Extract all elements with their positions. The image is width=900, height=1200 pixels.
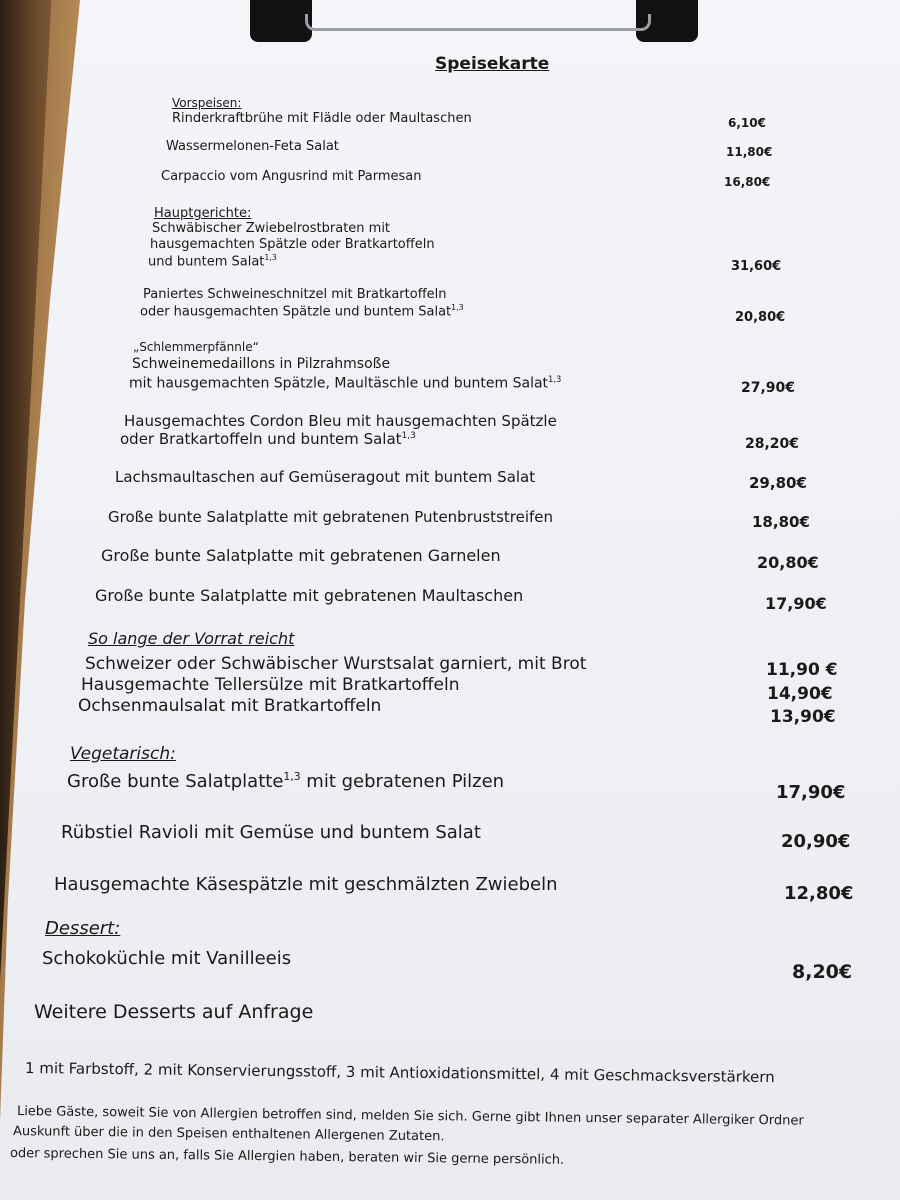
clip-left-end — [250, 0, 312, 42]
item-cordon-line2: oder Bratkartoffeln und buntem Salat$^{1,3}$ — [120, 430, 416, 448]
price-ravioli: 20,90€ — [781, 831, 851, 852]
price-wurstsalat: 11,90 € — [766, 660, 838, 680]
clipboard-clip — [250, 0, 700, 44]
price-schoko: 8,20€ — [792, 961, 853, 983]
item-ravioli: Rübstiel Ravioli mit Gemüse und buntem Salat — [61, 822, 481, 843]
price-pute: 18,80€ — [752, 513, 810, 531]
item-rostbraten-line3: und buntem Salat$^{1,3}$ — [148, 253, 277, 270]
price-wassermelone: 11,80€ — [726, 145, 773, 159]
item-schnitzel-line2: oder hausgemachten Spätzle und buntem Salat$^{1,3}$ — [140, 303, 464, 320]
item-wurstsalat: Schweizer oder Schwäbischer Wurstsalat garniert, mit Brot — [85, 654, 587, 674]
item-schoko: Schokoküchle mit Vanilleeis — [42, 948, 292, 969]
price-sulze: 14,90€ — [767, 684, 833, 704]
price-garnelen: 20,80€ — [757, 553, 819, 572]
item-pfaennle-line3: mit hausgemachten Spätzle, Maultäschle und buntem Salat$^{1,3}$ — [129, 374, 562, 392]
allergy-note-line1: Liebe Gäste, soweit Sie von Allergien betroffen sind, melden Sie sich. Gerne gibt Ihnen unser separater Allergiker Ordner — [16, 1104, 804, 1129]
price-schnitzel: 20,80€ — [735, 310, 786, 325]
item-ochsenmaul: Ochsenmaulsalat mit Bratkartoffeln — [78, 696, 382, 716]
more-desserts-note: Weitere Desserts auf Anfrage — [34, 1001, 314, 1023]
price-lachs: 29,80€ — [749, 474, 807, 492]
menu-title: Speisekarte — [435, 54, 550, 74]
section-vorrat: So lange der Vorrat reicht — [88, 629, 295, 648]
item-lachs: Lachsmaultaschen auf Gemüseragout mit buntem Salat — [115, 468, 536, 486]
item-rinderkraft: Rinderkraftbrühe mit Flädle oder Maultaschen — [172, 111, 472, 126]
item-garnelen: Große bunte Salatplatte mit gebratenen Garnelen — [101, 546, 501, 565]
clip-wire — [305, 14, 651, 31]
price-pilze: 17,90€ — [776, 782, 846, 803]
additives-footnote: 1 mit Farbstoff, 2 mit Konservierungsstoff, 3 mit Antioxidationsmittel, 4 mit Geschmacksverstärkern — [24, 1059, 775, 1087]
item-cordon-line1: Hausgemachtes Cordon Bleu mit hausgemachten Spätzle — [124, 412, 557, 430]
item-schnitzel-line1: Paniertes Schweineschnitzel mit Bratkartoffeln — [143, 287, 447, 302]
item-rostbraten-line2: hausgemachten Spätzle oder Bratkartoffeln — [150, 237, 435, 252]
section-vegetarisch: Vegetarisch: — [70, 744, 176, 764]
item-pfaennle-line2: Schweinemedaillons in Pilzrahmsoße — [132, 356, 391, 372]
price-rinderkraft: 6,10€ — [728, 116, 766, 130]
allergy-note-line3: oder sprechen Sie uns an, falls Sie Allergien haben, beraten wir Sie gerne persönlich. — [9, 1146, 565, 1168]
item-rostbraten-line1: Schwäbischer Zwiebelrostbraten mit — [152, 221, 391, 236]
price-cordon: 28,20€ — [745, 436, 800, 452]
item-pute: Große bunte Salatplatte mit gebratenen Putenbruststreifen — [108, 508, 554, 526]
price-rostbraten: 31,60€ — [731, 259, 782, 274]
item-pilze: Große bunte Salatplatte$^{1,3}$ mit gebratenen Pilzen — [67, 770, 505, 792]
price-maultaschen: 17,90€ — [765, 594, 827, 613]
section-dessert: Dessert: — [45, 918, 121, 939]
item-carpaccio: Carpaccio vom Angusrind mit Parmesan — [161, 169, 422, 184]
item-sulze: Hausgemachte Tellersülze mit Bratkartoffeln — [81, 675, 460, 695]
price-ochsenmaul: 13,90€ — [770, 707, 836, 727]
item-wassermelone: Wassermelonen-Feta Salat — [166, 139, 339, 154]
allergy-note-line2: Auskunft über die in den Speisen enthaltenen Allergenen Zutaten. — [12, 1124, 445, 1145]
section-hauptgerichte: Hauptgerichte: — [154, 206, 252, 221]
price-kaesespaetzle: 12,80€ — [784, 883, 854, 904]
price-pfaennle: 27,90€ — [741, 380, 796, 396]
item-pfaennle-line1: „Schlemmerpfännle“ — [133, 340, 259, 354]
item-kaesespaetzle: Hausgemachte Käsespätzle mit geschmälzten Zwiebeln — [54, 874, 558, 895]
section-vorspeisen: Vorspeisen: — [172, 96, 242, 110]
item-maultaschen: Große bunte Salatplatte mit gebratenen Maultaschen — [95, 586, 524, 605]
price-carpaccio: 16,80€ — [724, 175, 771, 189]
